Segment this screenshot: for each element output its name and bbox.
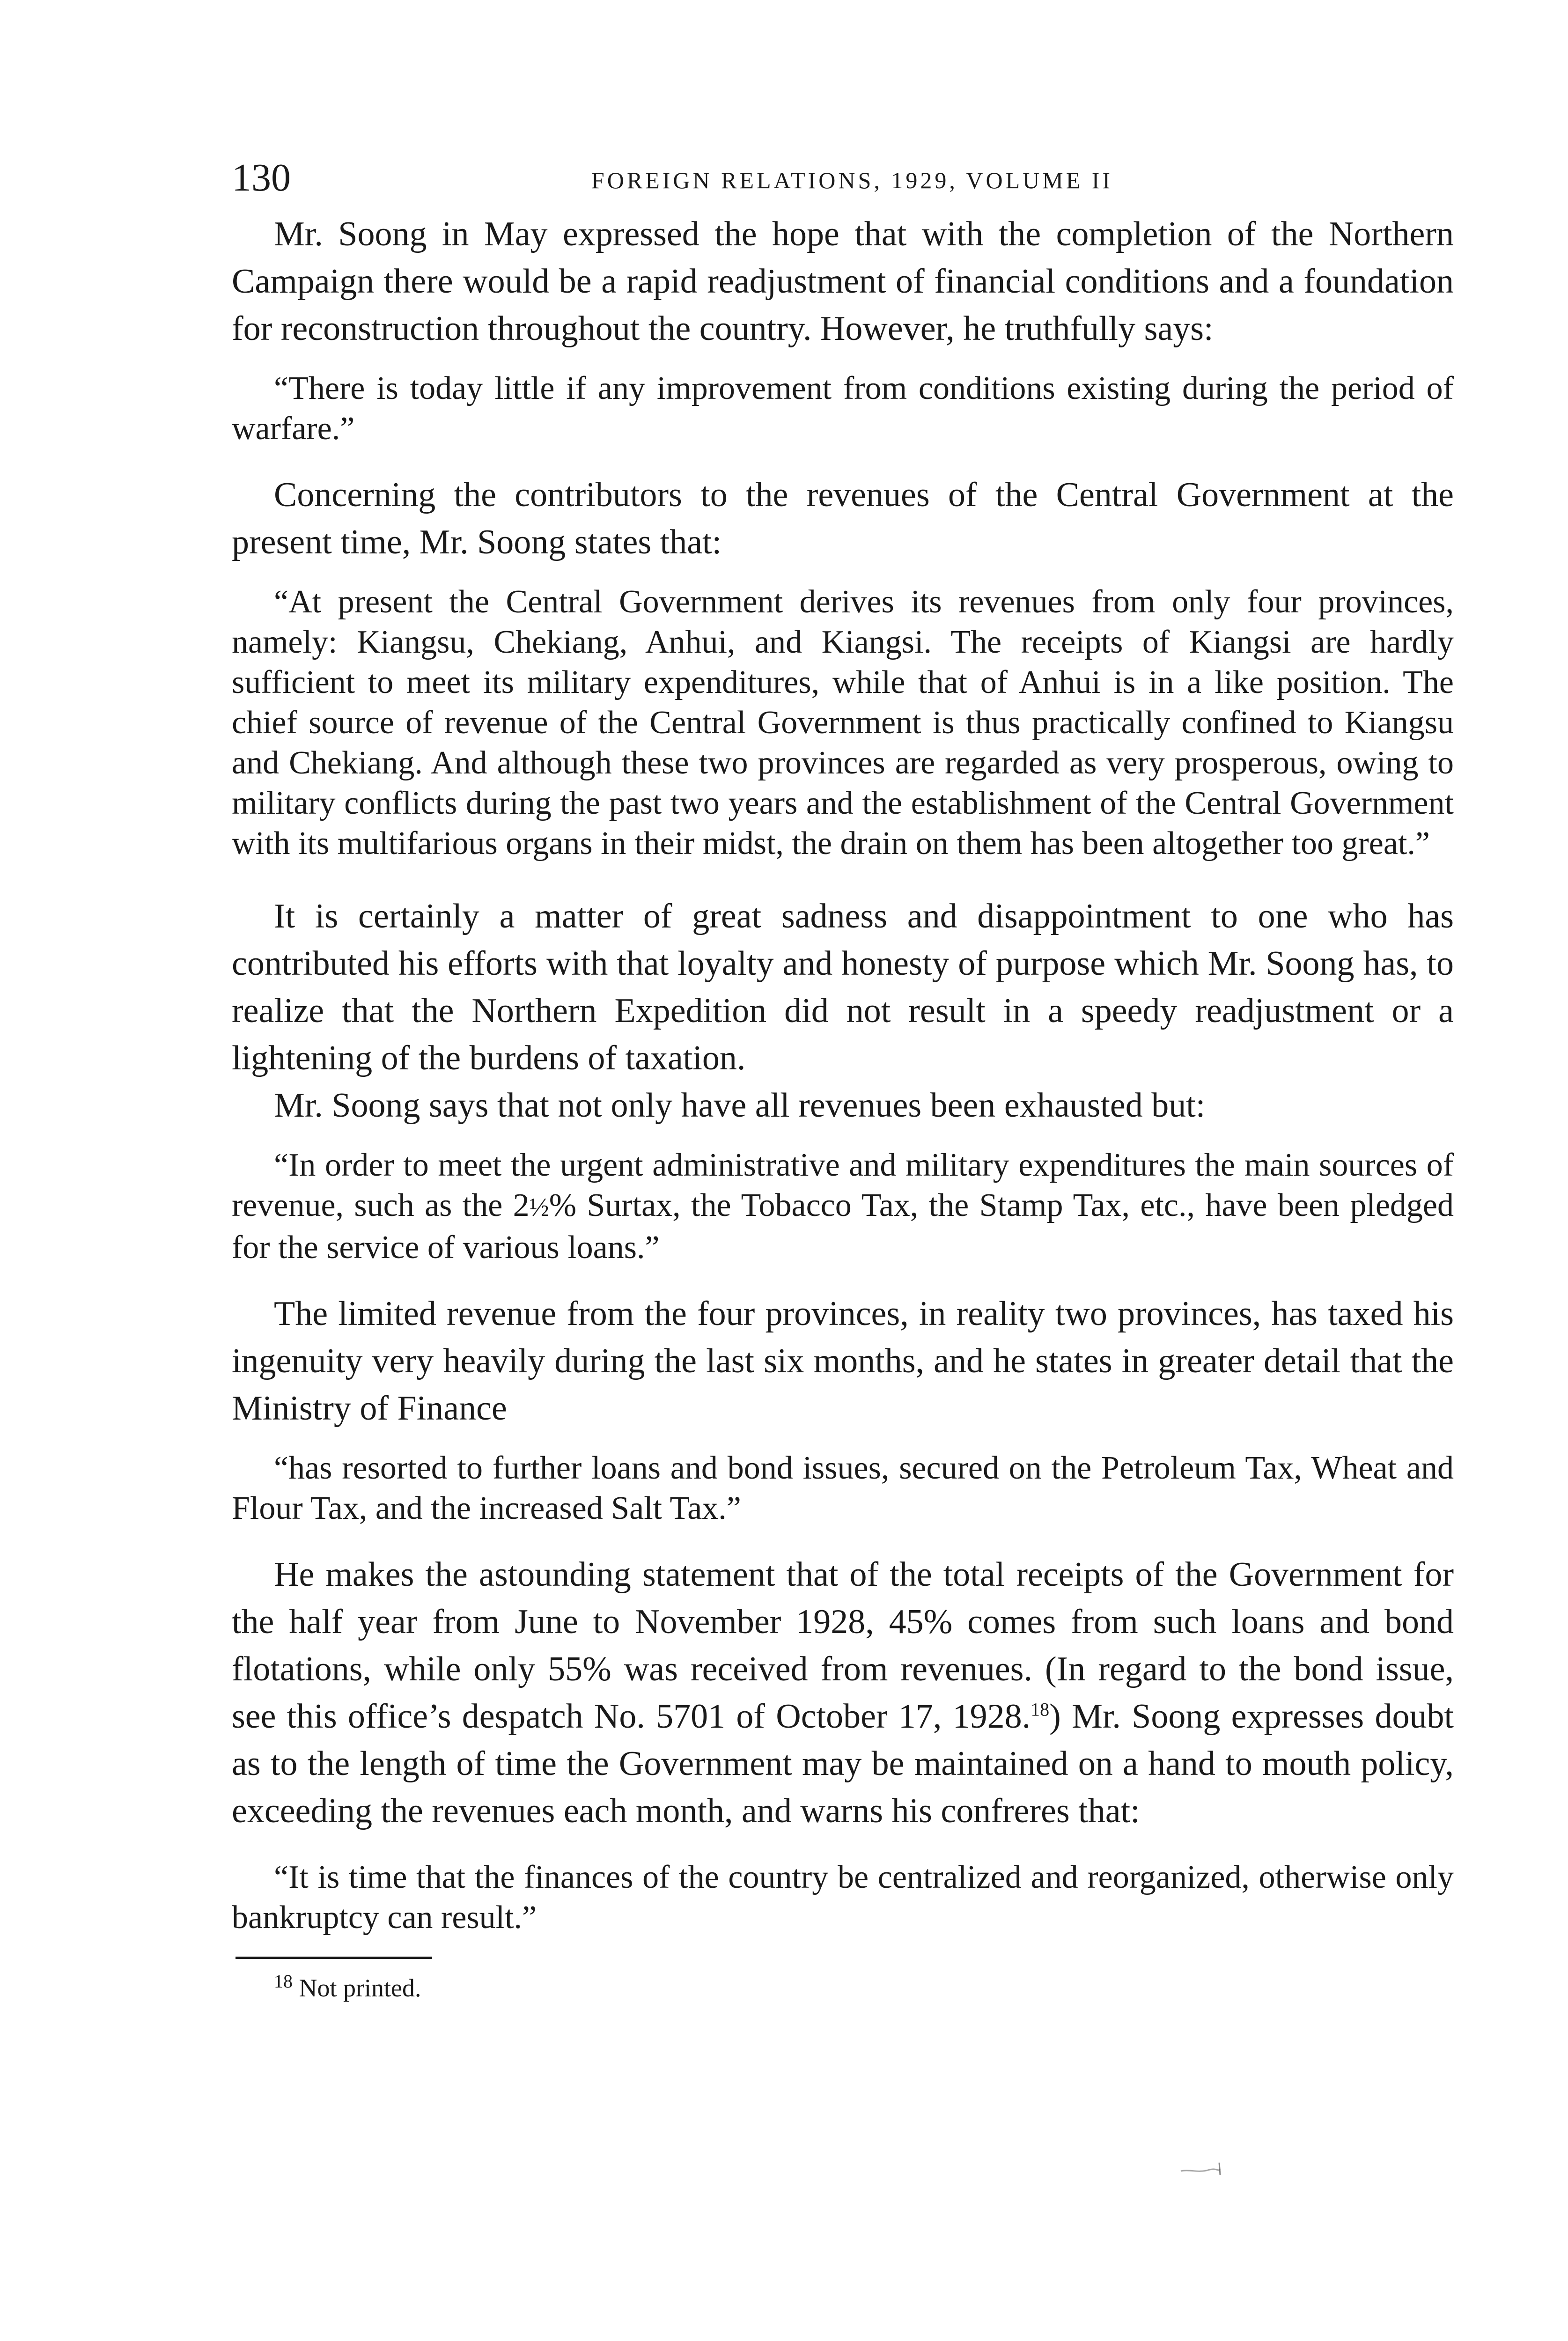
quote-5: “It is time that the finances of the country be centralized and reorganized, otherwise only bankruptcy can result.”	[232, 1859, 1454, 1936]
paragraph-2: Concerning the contributors to the revenues of the Central Government at the present time, Mr. Soong states that:	[232, 476, 1454, 561]
quote-1: “There is today little if any improvement from conditions existing during the period of warfare.”	[232, 370, 1454, 447]
document-page	[232, 155, 1454, 2007]
quote-3-after: % Surtax, the Tobacco Tax, the Stamp Tax, etc., have been pledged for the service of various loans.”	[232, 1187, 1454, 1266]
paragraph-4: Mr. Soong says that not only have all revenues been exhausted but:	[274, 1086, 1206, 1125]
running-head: FOREIGN RELATIONS, 1929, VOLUME II	[591, 167, 1113, 193]
quote-3-before: “In order to meet the urgent administrative and military expenditures the main sources of revenue, such as the 2	[232, 1147, 1454, 1223]
paragraph-6-before: He makes the astounding statement that of the total receipts of the Government for the half year from June to November 1928, 45% comes from such loans and bond flotations, while only 55% was received from revenues. (In regard to the bond issue, see this office’s despatch No. 5701 of October 17, 1928.	[232, 1555, 1454, 1736]
page-number: 130	[232, 156, 291, 199]
paragraph-3: It is certainly a matter of great sadness and disappointment to one who has contributed his efforts with that loyalty and honesty of purpose which Mr. Soong has, to realize that the Northern Expedition did not result in a speedy readjustment or a lightening of the burdens of taxation.	[232, 897, 1454, 1077]
footnote-text: Not printed.	[299, 1974, 421, 2002]
paragraph-6-after: ) Mr. Soong expresses doubt as to the length of time the Government may be maintained on a hand to mouth policy, exceeding the revenues each month, and warns his confreres that:	[232, 1697, 1454, 1830]
fraction-one-half: ½	[529, 1193, 549, 1222]
footnote-18	[232, 1969, 1454, 2007]
footnote-marker: 18	[274, 1971, 293, 1992]
quote-4: “has resorted to further loans and bond issues, secured on the Petroleum Tax, Wheat and Flour Tax, and the increased Salt Tax.”	[232, 1450, 1454, 1526]
quote-3	[232, 1145, 1454, 1268]
paragraph-5: The limited revenue from the four provinces, in reality two provinces, has taxed his ingenuity very heavily during the last six months, and he states in greater detail that the Ministry of Finance	[232, 1295, 1454, 1428]
ink-smudge-mark	[1180, 2161, 1222, 2179]
paragraph-1: Mr. Soong in May expressed the hope that with the completion of the Northern Campaign there would be a rapid readjustment of financial conditions and a foundation for reconstruction throughout the country. However, he truthfully says:	[232, 215, 1454, 348]
paragraph-6	[232, 1551, 1454, 1835]
footnote-divider	[236, 1957, 432, 1959]
page-header	[232, 155, 1454, 211]
footnote-reference-18: 18	[1031, 1699, 1050, 1720]
quote-2: “At present the Central Government derives its revenues from only four provinces, namely: Kiangsu, Chekiang, Anhui, and Kiangsi. The receipts of Kiangsi are hardly sufficient to meet its military expenditures, while that of Anhui is in a like position. The chief source of revenue of the Central Government is thus practically confined to Kiangsu and Chekiang. And although these two provinces are regarded as very prosperous, owing to military conflicts during the past two years and the establishment of the Central Government with its multifarious organs in their midst, the drain on them has been altogether too great.”	[232, 584, 1454, 861]
